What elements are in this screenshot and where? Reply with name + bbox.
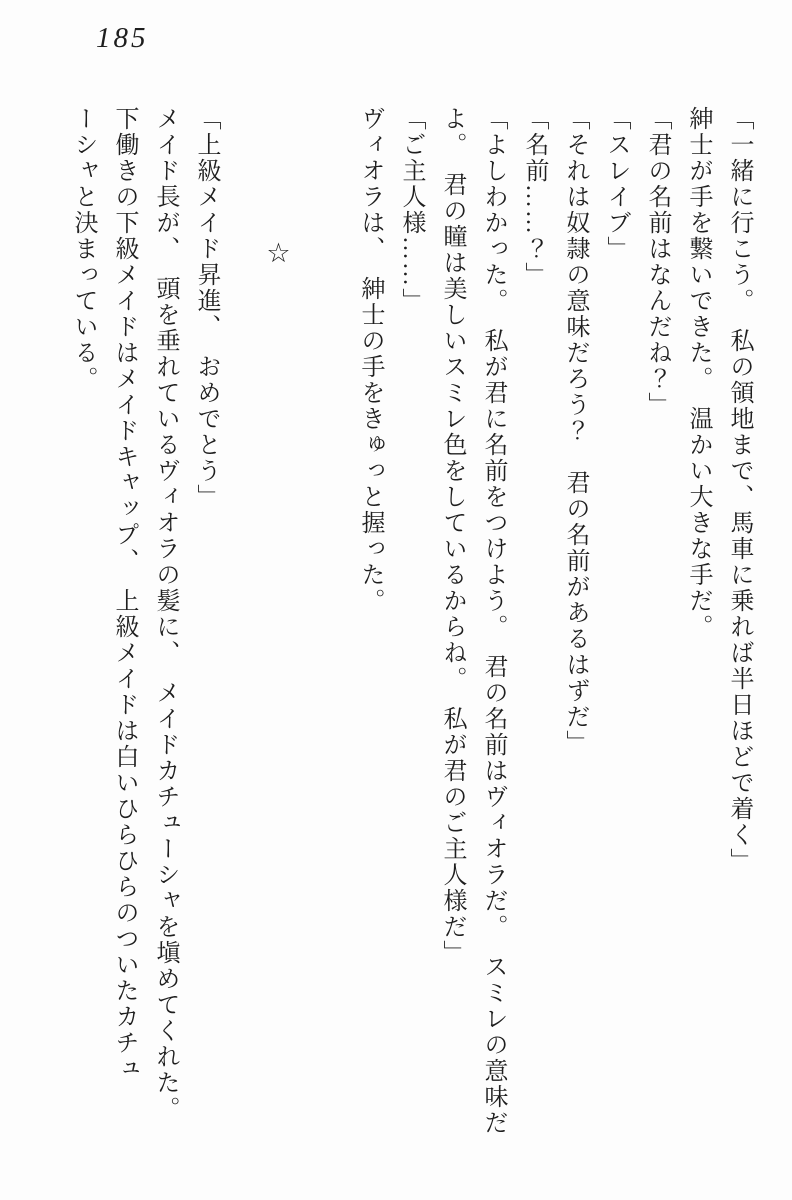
text-line: よ。 君の瞳は美しいスミレ色をしているからね。 私が君のご主人様だ」 xyxy=(439,106,465,966)
text-line: 「ご主人様……」 xyxy=(398,106,424,314)
star-icon: ☆ xyxy=(264,238,294,269)
page-number: 185 xyxy=(96,22,149,54)
vertical-text-area xyxy=(62,106,759,1178)
text-line: 「上級メイド昇進、 おめでとう」 xyxy=(193,106,219,510)
text-line: 「よしわかった。 私が君に名前をつけよう。 君の名前はヴィオラだ。 スミレの意味だ xyxy=(480,106,506,1136)
section-divider xyxy=(264,106,308,1178)
text-line: 「スレイブ」 xyxy=(603,106,629,262)
text-line: 紳士が手を繋いできた。 温かい大きな手だ。 xyxy=(685,106,711,640)
text-line: 「一緒に行こう。 私の領地まで、馬車に乗れば半日ほどで着く」 xyxy=(726,106,752,874)
text-line: ヴィオラは、 紳士の手をきゅっと握った。 xyxy=(357,106,383,614)
text-line: 「名前……？」 xyxy=(521,106,547,288)
text-line: 「君の名前はなんだね？」 xyxy=(644,106,670,418)
text-line: メイド長が、 頭を垂れているヴィオラの髪に、 メイドカチューシャを塡めてくれた。 xyxy=(152,106,178,1122)
text-line: 「それは奴隷の意味だろう？ 君の名前があるはずだ」 xyxy=(562,106,588,756)
text-line: 下働きの下級メイドはメイドキャップ、 上級メイドは白いひらひらのついたカチュ xyxy=(111,106,137,1082)
text-line: ーシャと決まっている。 xyxy=(70,106,96,392)
